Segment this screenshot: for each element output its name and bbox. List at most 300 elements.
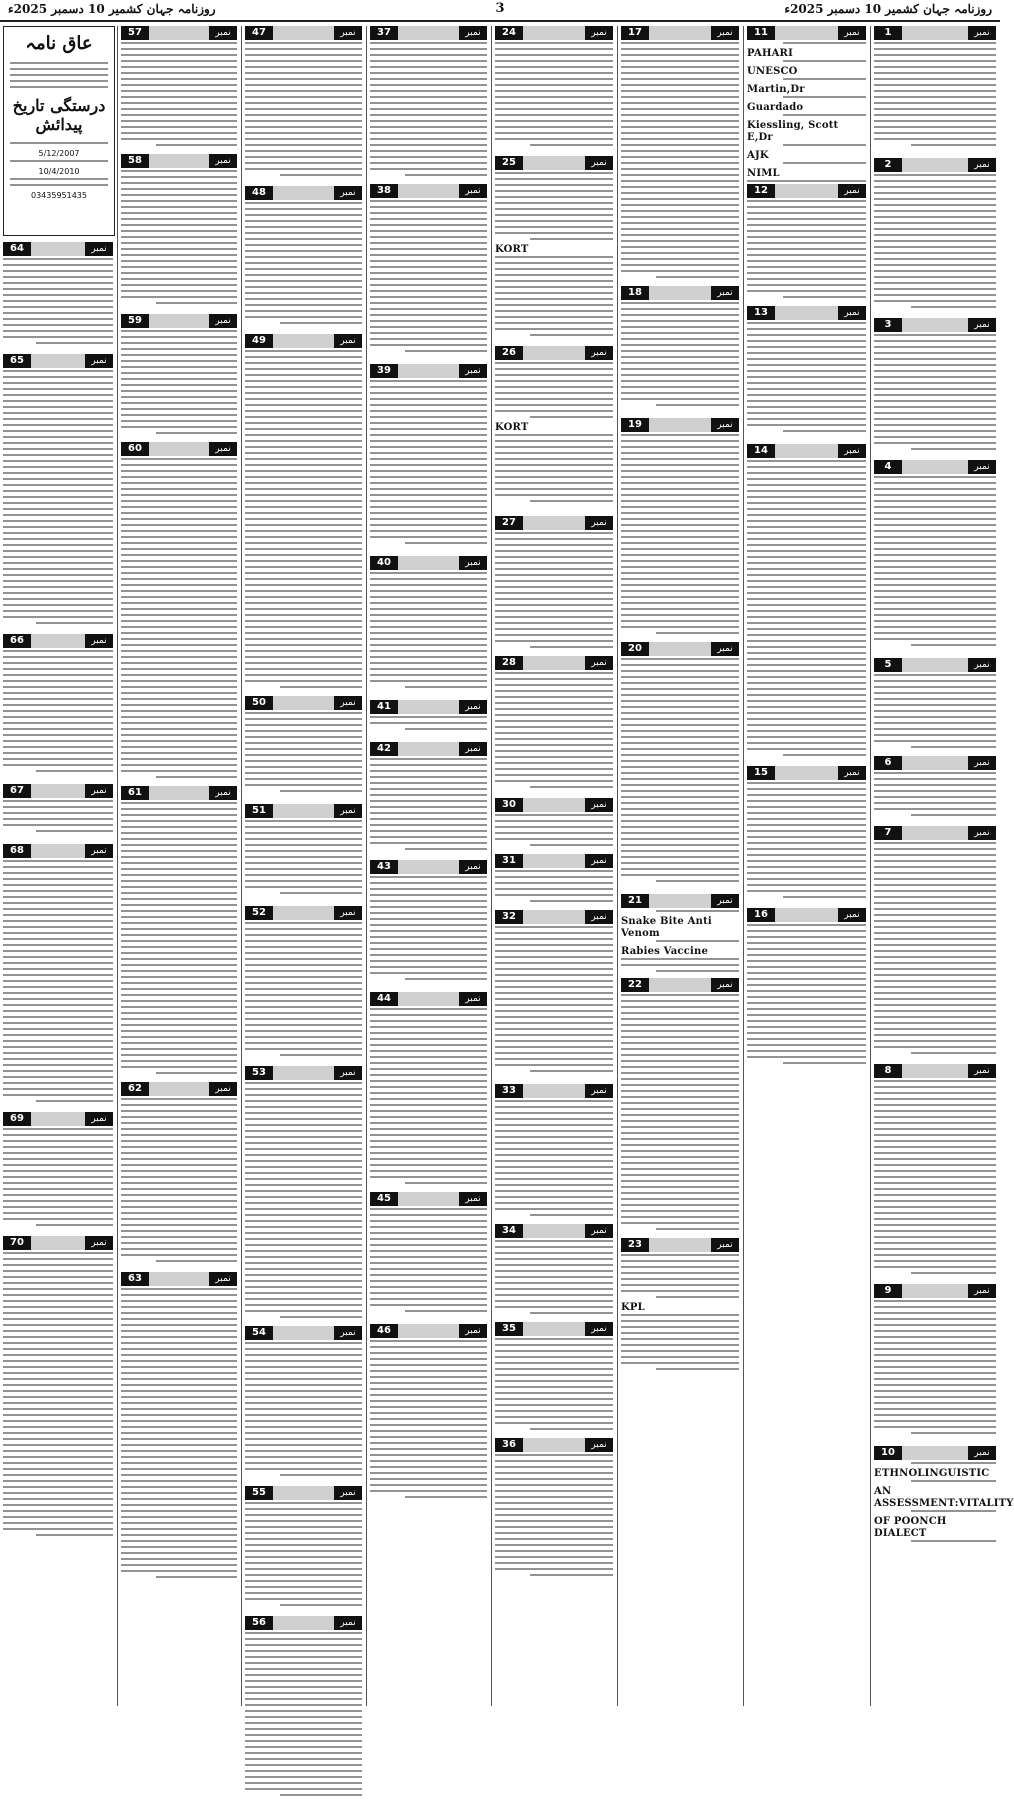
text-line — [245, 994, 362, 996]
text-line — [3, 1164, 113, 1166]
item-header — [495, 798, 613, 812]
text-line — [405, 1182, 487, 1184]
text-line — [621, 506, 739, 508]
text-line — [121, 746, 237, 748]
text-line — [121, 662, 237, 664]
text-line — [121, 60, 237, 62]
column-rule — [491, 26, 492, 1706]
item-number: 34 — [495, 1224, 523, 1238]
text-line — [874, 956, 996, 958]
text-line — [36, 830, 113, 832]
text-line — [245, 434, 362, 436]
text-line — [621, 90, 739, 92]
text-line — [874, 382, 996, 384]
text-line — [747, 954, 866, 956]
text-line — [495, 1526, 613, 1528]
text-line — [495, 362, 613, 364]
text-line — [370, 584, 487, 586]
item-label: نمبر — [838, 306, 866, 320]
text-line — [621, 1060, 739, 1062]
item-label: نمبر — [711, 26, 739, 40]
text-line — [370, 494, 487, 496]
text-line — [747, 748, 866, 750]
text-line — [245, 620, 362, 622]
text-line — [495, 870, 613, 872]
text-line — [280, 174, 362, 176]
text-line — [370, 464, 487, 466]
text-line — [495, 888, 613, 890]
text-line — [495, 84, 613, 86]
text-line — [370, 476, 487, 478]
item-header-bar — [398, 26, 459, 40]
text-line — [121, 1212, 237, 1214]
item-header-bar — [31, 242, 85, 256]
text-line — [370, 440, 487, 442]
text-line — [370, 1086, 487, 1088]
text-line — [121, 42, 237, 44]
text-line — [621, 174, 739, 176]
column-8 — [3, 242, 113, 1706]
text-line — [621, 1138, 739, 1140]
item-header-bar — [523, 516, 585, 530]
text-line — [495, 494, 613, 496]
item-header — [245, 186, 362, 200]
text-line — [245, 1292, 362, 1294]
text-line — [3, 1444, 113, 1446]
text-line — [370, 1256, 487, 1258]
text-line — [245, 1776, 362, 1778]
item-number: 35 — [495, 1322, 523, 1336]
text-line — [874, 96, 996, 98]
item-number: 2 — [874, 158, 902, 172]
text-line — [121, 704, 237, 706]
item-header — [245, 1486, 362, 1500]
text-line — [121, 994, 237, 996]
text-line — [621, 210, 739, 212]
text-line — [121, 710, 237, 712]
text-line — [874, 300, 996, 302]
text-line — [3, 300, 113, 302]
text-line — [121, 1408, 237, 1410]
text-line — [621, 338, 739, 340]
text-line — [495, 262, 613, 264]
text-line — [621, 452, 739, 454]
text-line — [874, 1206, 996, 1208]
text-line — [621, 754, 739, 756]
item-number: 20 — [621, 642, 649, 656]
text-line — [370, 1008, 487, 1010]
text-line — [874, 554, 996, 556]
text-line — [156, 1576, 237, 1578]
text-line — [245, 1656, 362, 1658]
text-line — [747, 254, 866, 256]
item-body — [874, 476, 996, 654]
text-line — [245, 102, 362, 104]
text-line — [370, 1370, 487, 1372]
text-line — [747, 586, 866, 588]
text-line — [874, 180, 996, 182]
text-line — [370, 650, 487, 652]
text-line — [621, 850, 739, 852]
text-line — [621, 186, 739, 188]
text-line — [121, 922, 237, 924]
text-line — [3, 1330, 113, 1332]
text-line — [874, 476, 996, 478]
text-line — [3, 400, 113, 402]
text-line — [121, 770, 237, 772]
text-line — [3, 914, 113, 916]
text-line — [621, 614, 739, 616]
text-line — [495, 446, 613, 448]
item-label: نمبر — [711, 418, 739, 432]
text-line — [3, 986, 113, 988]
item-header — [370, 1324, 487, 1338]
text-line — [121, 1384, 237, 1386]
text-line — [495, 1240, 613, 1242]
text-line — [495, 292, 613, 294]
text-line — [121, 1006, 237, 1008]
text-line — [495, 322, 613, 324]
classified-item — [747, 444, 866, 762]
text-line — [121, 728, 237, 730]
item-body — [747, 42, 866, 180]
text-line — [621, 790, 739, 792]
text-line — [495, 1520, 613, 1522]
text-line — [121, 560, 237, 562]
text-line — [370, 1032, 487, 1034]
text-line — [621, 500, 739, 502]
text-line — [36, 770, 113, 772]
text-line — [495, 774, 613, 776]
text-line — [621, 1024, 739, 1026]
text-line — [370, 54, 487, 56]
classified-item — [121, 314, 237, 438]
text-line — [911, 644, 996, 646]
text-line — [245, 1432, 362, 1434]
inline-term: AJK — [747, 150, 769, 161]
text-line — [3, 616, 113, 618]
text-line — [245, 280, 362, 282]
text-line — [621, 554, 739, 556]
text-line — [621, 434, 739, 436]
text-line — [121, 1402, 237, 1404]
text-line — [3, 752, 113, 754]
text-line — [121, 72, 237, 74]
item-header-bar — [649, 894, 711, 908]
text-line — [245, 958, 362, 960]
text-line — [495, 256, 613, 258]
classified-item — [370, 556, 487, 696]
text-line — [621, 1278, 739, 1280]
text-line — [3, 562, 113, 564]
text-line — [747, 180, 866, 182]
text-line — [121, 904, 237, 906]
text-line — [621, 832, 739, 834]
text-line — [874, 192, 996, 194]
item-body — [874, 674, 996, 752]
text-line — [3, 418, 113, 420]
text-line — [245, 1310, 362, 1312]
text-line — [370, 608, 487, 610]
text-line — [370, 78, 487, 80]
text-line — [495, 628, 613, 630]
text-line — [495, 832, 613, 834]
notice-title: عاق نامہ — [25, 33, 93, 54]
text-line — [621, 994, 739, 996]
text-line — [3, 800, 113, 802]
text-line — [245, 202, 362, 204]
text-line — [874, 1128, 996, 1130]
text-line — [747, 490, 866, 492]
text-line — [121, 1230, 237, 1232]
text-line — [874, 802, 996, 804]
text-line — [874, 132, 996, 134]
text-line — [874, 1176, 996, 1178]
text-line — [621, 676, 739, 678]
item-header-bar — [273, 26, 334, 40]
text-line — [3, 502, 113, 504]
text-line — [621, 778, 739, 780]
text-line — [495, 410, 613, 412]
text-line — [3, 472, 113, 474]
text-line — [3, 1474, 113, 1476]
text-line — [3, 1288, 113, 1290]
text-line — [3, 872, 113, 874]
item-header-bar — [649, 26, 711, 40]
text-line — [495, 482, 613, 484]
text-line — [245, 662, 362, 664]
text-line — [121, 296, 237, 298]
text-line — [621, 868, 739, 870]
classified-item — [245, 906, 362, 1062]
text-line — [121, 1248, 237, 1250]
text-line — [370, 882, 487, 884]
text-line — [3, 650, 113, 652]
item-label: نمبر — [209, 442, 237, 456]
text-line — [495, 1398, 613, 1400]
text-line — [530, 1070, 613, 1072]
text-line — [495, 268, 613, 270]
text-line — [747, 730, 866, 732]
text-line — [3, 956, 113, 958]
text-line — [245, 940, 362, 942]
item-header — [495, 156, 613, 170]
item-label: نمبر — [85, 844, 113, 858]
item-header-bar — [398, 742, 459, 756]
text-line — [370, 1286, 487, 1288]
text-line — [121, 132, 237, 134]
text-line — [121, 614, 237, 616]
text-line — [3, 1342, 113, 1344]
text-line — [747, 782, 866, 784]
text-line — [245, 668, 362, 670]
text-line — [874, 1236, 996, 1238]
text-line — [621, 1084, 739, 1086]
text-line — [121, 66, 237, 68]
text-line — [245, 1638, 362, 1640]
text-line — [156, 776, 237, 778]
text-line — [621, 760, 739, 762]
text-line — [121, 1012, 237, 1014]
text-line — [370, 1352, 487, 1354]
text-line — [121, 1360, 237, 1362]
item-label: نمبر — [459, 742, 487, 756]
text-line — [121, 500, 237, 502]
text-line — [370, 1268, 487, 1270]
text-line — [370, 1104, 487, 1106]
item-header-bar — [523, 910, 585, 924]
text-line — [621, 1048, 739, 1050]
text-line — [121, 518, 237, 520]
text-line — [370, 972, 487, 974]
text-line — [747, 526, 866, 528]
text-line — [747, 248, 866, 250]
text-line — [621, 626, 739, 628]
text-line — [121, 1098, 237, 1100]
text-line — [370, 446, 487, 448]
text-line — [121, 108, 237, 110]
text-line — [121, 1176, 237, 1178]
classified-item — [621, 642, 739, 890]
text-line — [370, 1110, 487, 1112]
text-line — [121, 1306, 237, 1308]
text-line — [121, 1294, 237, 1296]
text-line — [495, 280, 613, 282]
text-line — [370, 156, 487, 158]
text-line — [656, 940, 739, 942]
text-line — [874, 1152, 996, 1154]
item-header-bar — [523, 1322, 585, 1336]
item-header-bar — [649, 1238, 711, 1252]
column-rule — [617, 26, 618, 1706]
text-line — [370, 212, 487, 214]
text-line — [621, 60, 739, 62]
text-line — [245, 298, 362, 300]
text-line — [495, 1246, 613, 1248]
text-line — [747, 284, 866, 286]
text-line — [3, 544, 113, 546]
text-line — [121, 120, 237, 122]
text-line — [245, 316, 362, 318]
text-line — [874, 620, 996, 622]
text-line — [874, 54, 996, 56]
text-line — [874, 352, 996, 354]
text-line — [783, 144, 866, 146]
item-header-bar — [523, 346, 585, 360]
text-line — [245, 856, 362, 858]
text-line — [874, 974, 996, 976]
text-line — [245, 1734, 362, 1736]
text-line — [245, 374, 362, 376]
text-line — [874, 1266, 996, 1268]
text-line — [874, 686, 996, 688]
item-header — [874, 26, 996, 40]
text-line — [245, 1256, 362, 1258]
text-line — [370, 1232, 487, 1234]
text-line — [3, 604, 113, 606]
text-line — [245, 1112, 362, 1114]
text-line — [874, 186, 996, 188]
text-line — [121, 838, 237, 840]
text-line — [874, 1306, 996, 1308]
text-line — [621, 670, 739, 672]
inline-term: Martin,Dr — [747, 84, 805, 95]
text-line — [245, 1568, 362, 1570]
item-header — [370, 742, 487, 756]
text-line — [874, 400, 996, 402]
text-line — [495, 980, 613, 982]
classified-item — [245, 1616, 362, 1800]
text-line — [495, 114, 613, 116]
text-line — [370, 150, 487, 152]
text-line — [121, 272, 237, 274]
text-line — [245, 1372, 362, 1374]
text-line — [874, 1254, 996, 1256]
text-line — [495, 732, 613, 734]
text-line — [370, 1128, 487, 1130]
text-line — [747, 836, 866, 838]
text-line — [3, 1528, 113, 1530]
text-line — [874, 1086, 996, 1088]
text-line — [121, 1110, 237, 1112]
text-line — [370, 524, 487, 526]
text-line — [370, 930, 487, 932]
text-line — [370, 332, 487, 334]
text-line — [621, 150, 739, 152]
text-line — [3, 1516, 113, 1518]
text-line — [245, 150, 362, 152]
text-line — [121, 476, 237, 478]
text-line — [495, 950, 613, 952]
item-number: 66 — [3, 634, 31, 648]
text-line — [121, 566, 237, 568]
item-label: نمبر — [459, 1192, 487, 1206]
classified-item — [3, 784, 113, 840]
text-line — [621, 356, 739, 358]
text-line — [495, 932, 613, 934]
text-line — [874, 1098, 996, 1100]
item-body — [495, 1240, 613, 1318]
text-line — [3, 442, 113, 444]
text-line — [495, 1258, 613, 1260]
item-label: نمبر — [585, 346, 613, 360]
text-line — [121, 230, 237, 232]
text-line — [495, 1478, 613, 1480]
text-line — [3, 1200, 113, 1202]
text-line — [911, 1052, 996, 1054]
text-line — [3, 1378, 113, 1380]
text-line — [747, 700, 866, 702]
text-line — [621, 1204, 739, 1206]
item-label: نمبر — [711, 1238, 739, 1252]
item-number: 15 — [747, 766, 775, 780]
text-line — [3, 1414, 113, 1416]
text-line — [621, 1054, 739, 1056]
text-line — [3, 1456, 113, 1458]
text-line — [370, 470, 487, 472]
item-number: 13 — [747, 306, 775, 320]
item-header-bar — [398, 992, 459, 1006]
text-line — [495, 458, 613, 460]
text-line — [245, 42, 362, 44]
text-line — [245, 404, 362, 406]
text-line — [245, 1250, 362, 1252]
text-line — [747, 364, 866, 366]
text-line — [3, 1390, 113, 1392]
item-header — [245, 696, 362, 710]
item-header — [747, 908, 866, 922]
text-line — [245, 886, 362, 888]
